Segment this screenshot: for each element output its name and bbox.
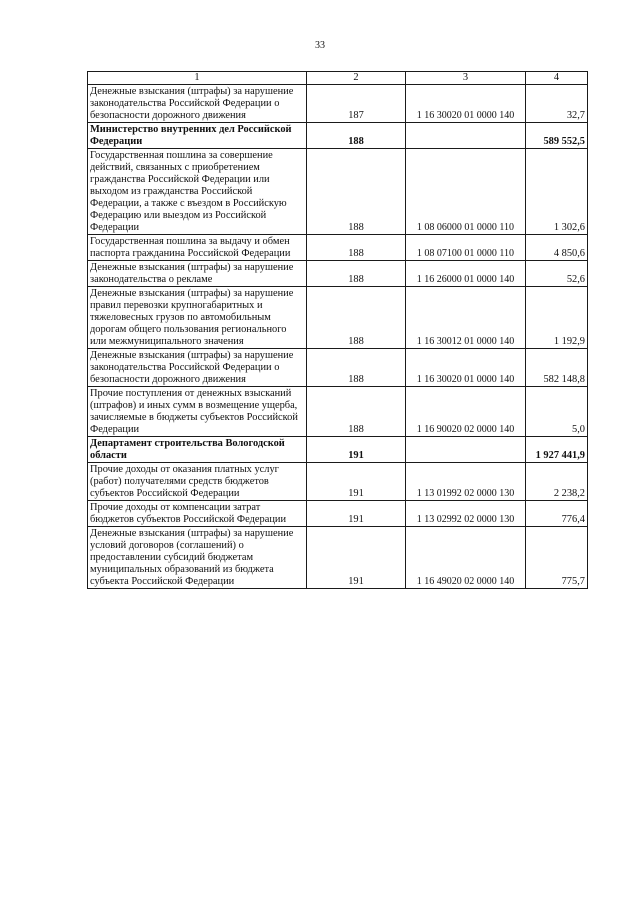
revenue-name-cell: Прочие поступления от денежных взысканий (штрафов) и иных сумм в возмещение ущерба, зачисляемые в бюджеты субъектов Российской Федерации: [88, 387, 307, 437]
section-row: [88, 437, 588, 463]
table-row: [88, 149, 588, 235]
admin-code-cell: 188: [307, 349, 406, 387]
classification-code-cell: 1 08 06000 01 0000 110: [406, 149, 526, 235]
amount-cell: 582 148,8: [526, 349, 588, 387]
classification-code-cell: 1 13 01992 02 0000 130: [406, 463, 526, 501]
amount-cell: 4 850,6: [526, 235, 588, 261]
revenue-name-cell: Прочие доходы от компенсации затрат бюджетов субъектов Российской Федерации: [88, 501, 307, 527]
classification-code-cell: 1 16 30020 01 0000 140: [406, 85, 526, 123]
revenue-name-cell: Прочие доходы от оказания платных услуг (работ) получателями средств бюджетов субъектов Российской Федерации: [88, 463, 307, 501]
table-row: [88, 287, 588, 349]
table-row: [88, 261, 588, 287]
admin-code-cell: 191: [307, 437, 406, 463]
revenue-name-cell: Денежные взыскания (штрафы) за нарушение условий договоров (соглашений) о предоставлении субсидий бюджетам муниципальных образований из бюджета субъекта Российской Федерации: [88, 527, 307, 589]
amount-cell: 5,0: [526, 387, 588, 437]
revenue-name-cell: Государственная пошлина за совершение действий, связанных с приобретением гражданства Российской Федерации или выходом из гражданства Российской Федерации, а также с въездом в Российскую Федерацию или выездом из Российской Федерации: [88, 149, 307, 235]
table-row: [88, 527, 588, 589]
page-number: 33: [315, 40, 325, 51]
admin-code-cell: 187: [307, 85, 406, 123]
budget-revenue-table: [87, 71, 588, 589]
amount-cell: 775,7: [526, 527, 588, 589]
admin-code-cell: 188: [307, 149, 406, 235]
section-row: [88, 123, 588, 149]
table-row: [88, 387, 588, 437]
amount-cell: 32,7: [526, 85, 588, 123]
classification-code-cell: 1 08 07100 01 0000 110: [406, 235, 526, 261]
revenue-name-cell: Государственная пошлина за выдачу и обмен паспорта гражданина Российской Федерации: [88, 235, 307, 261]
amount-cell: 1 927 441,9: [526, 437, 588, 463]
classification-code-cell: 1 16 26000 01 0000 140: [406, 261, 526, 287]
header-cell-4: 4: [526, 72, 588, 85]
table-row: [88, 85, 588, 123]
header-cell-3: 3: [406, 72, 526, 85]
amount-cell: 589 552,5: [526, 123, 588, 149]
classification-code-cell: 1 16 30020 01 0000 140: [406, 349, 526, 387]
header-cell-1: 1: [88, 72, 307, 85]
classification-code-cell: [406, 437, 526, 463]
table-row: [88, 501, 588, 527]
admin-code-cell: 188: [307, 261, 406, 287]
amount-cell: 1 192,9: [526, 287, 588, 349]
revenue-name-cell: Министерство внутренних дел Российской Федерации: [88, 123, 307, 149]
classification-code-cell: 1 16 49020 02 0000 140: [406, 527, 526, 589]
classification-code-cell: 1 13 02992 02 0000 130: [406, 501, 526, 527]
revenue-name-cell: Денежные взыскания (штрафы) за нарушение правил перевозки крупногабаритных и тяжеловесных грузов по автомобильным дорогам общего пользования регионального или межмуниципального значения: [88, 287, 307, 349]
amount-cell: 776,4: [526, 501, 588, 527]
table-body: [88, 72, 588, 589]
admin-code-cell: 188: [307, 235, 406, 261]
amount-cell: 2 238,2: [526, 463, 588, 501]
admin-code-cell: 188: [307, 287, 406, 349]
revenue-name-cell: Денежные взыскания (штрафы) за нарушение законодательства о рекламе: [88, 261, 307, 287]
table-row: [88, 463, 588, 501]
admin-code-cell: 188: [307, 123, 406, 149]
table-row: [88, 349, 588, 387]
admin-code-cell: 191: [307, 463, 406, 501]
admin-code-cell: 191: [307, 527, 406, 589]
header-cell-2: 2: [307, 72, 406, 85]
revenue-name-cell: Департамент строительства Вологодской области: [88, 437, 307, 463]
classification-code-cell: 1 16 90020 02 0000 140: [406, 387, 526, 437]
classification-code-cell: [406, 123, 526, 149]
admin-code-cell: 191: [307, 501, 406, 527]
table-row: [88, 235, 588, 261]
revenue-name-cell: Денежные взыскания (штрафы) за нарушение законодательства Российской Федерации о безопасности дорожного движения: [88, 349, 307, 387]
amount-cell: 52,6: [526, 261, 588, 287]
amount-cell: 1 302,6: [526, 149, 588, 235]
admin-code-cell: 188: [307, 387, 406, 437]
revenue-name-cell: Денежные взыскания (штрафы) за нарушение законодательства Российской Федерации о безопасности дорожного движения: [88, 85, 307, 123]
classification-code-cell: 1 16 30012 01 0000 140: [406, 287, 526, 349]
header-row: [88, 72, 588, 85]
